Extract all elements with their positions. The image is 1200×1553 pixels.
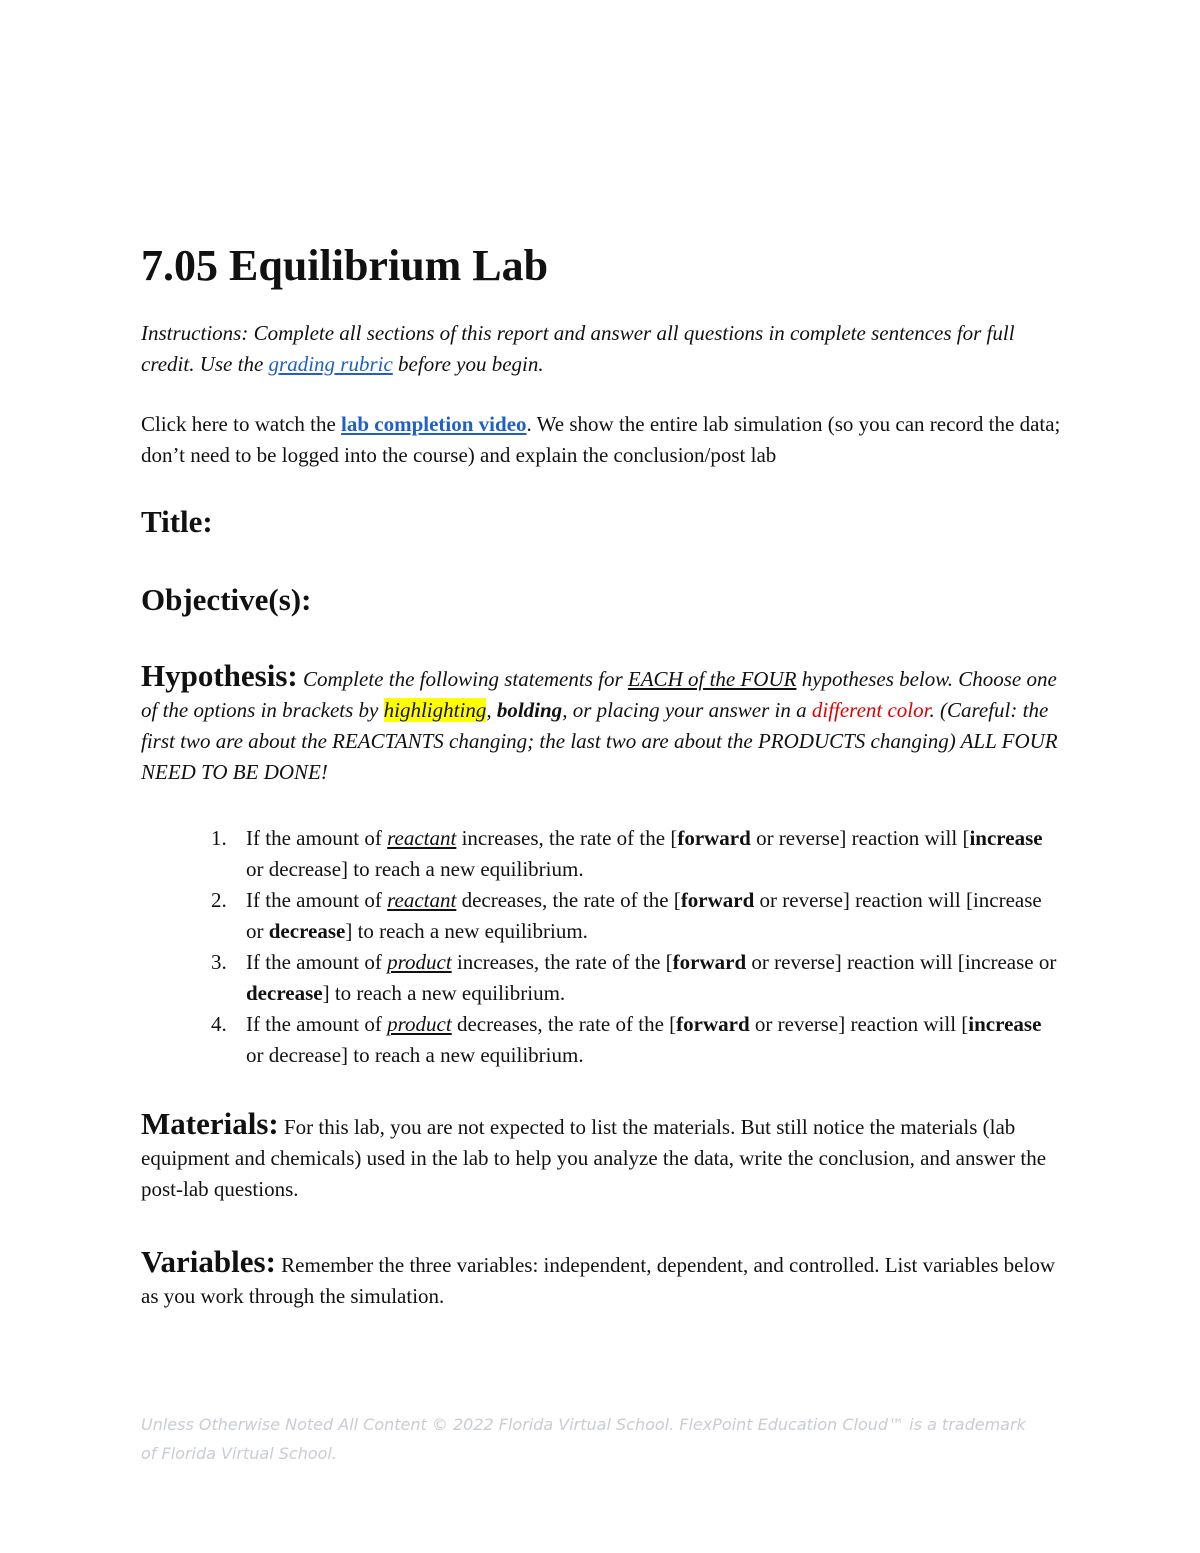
materials-paragraph — [141, 1108, 1061, 1205]
lab-completion-video-link[interactable]: lab completion video — [341, 412, 527, 436]
list-item — [141, 1009, 1061, 1071]
hypothesis-heading: Hypothesis: — [141, 658, 298, 693]
list-item — [141, 823, 1061, 885]
item-text: If the amount of — [246, 950, 388, 974]
item-text: ] to reach a new equilibrium. — [341, 1043, 584, 1067]
item-number: 1. — [211, 826, 227, 850]
item-number: 4. — [211, 1012, 227, 1036]
hyp-text-1: Complete the following statements for — [297, 667, 628, 691]
hypothesis-paragraph — [141, 660, 1061, 788]
video-text-end: . We show the entire lab simulation (so you can record the data; don’t need to be logged into the course) and explain the conclusion/post lab — [141, 412, 1061, 467]
item-text: decreases, the rate of the [ — [451, 1012, 677, 1036]
instructions-paragraph — [141, 318, 1061, 380]
hyp-highlighting: highlighting — [383, 698, 487, 722]
item-bold-choice: forward — [680, 888, 755, 912]
item-text: ] to reach a new equilibrium. — [322, 981, 566, 1005]
video-text: Click here to watch the — [141, 412, 342, 436]
hyp-text-9: . (Careful: the first two are about the REACTANTS changing; the last two are about the PRODUCTS changing) ALL FOUR NEED TO BE DONE! — [141, 698, 1058, 784]
item-bold-choice: increase — [968, 1012, 1042, 1036]
item-text: or reverse] reaction will [ — [746, 950, 965, 974]
hyp-bolding: bolding — [496, 698, 563, 722]
variables-heading: Variables: — [141, 1244, 276, 1279]
item-text: decreases, the rate of the [ — [456, 888, 681, 912]
item-text: or reverse] reaction will [ — [754, 888, 973, 912]
item-text: increase or — [246, 888, 1042, 943]
item-subject: product — [387, 1012, 452, 1036]
item-text: or decrease — [246, 857, 342, 881]
objective-heading: Objective(s): — [141, 582, 312, 617]
item-text: increase or — [964, 950, 1057, 974]
item-bold-choice: decrease — [246, 981, 323, 1005]
item-bold-choice: forward — [676, 1012, 750, 1036]
item-bold-choice: decrease — [268, 919, 346, 943]
item-subject: reactant — [387, 888, 457, 912]
variables-text: Remember the three variables: independent, dependent, and controlled. List variables below as you work through the simulation. — [141, 1253, 1055, 1308]
item-text: or decrease — [246, 1043, 342, 1067]
item-text: If the amount of — [246, 826, 388, 850]
hyp-text-each-four: EACH of the FOUR — [627, 667, 797, 691]
instructions-text-end: before you begin. — [392, 352, 544, 376]
hyp-text-5: , — [486, 698, 497, 722]
item-bold-choice: forward — [672, 950, 747, 974]
item-text: ] to reach a new equilibrium. — [345, 919, 588, 943]
item-text: increases, the rate of the [ — [451, 950, 673, 974]
item-text: increases, the rate of the [ — [456, 826, 678, 850]
item-text: If the amount of — [246, 888, 388, 912]
list-item — [141, 885, 1061, 947]
hyp-different-color: different color — [811, 698, 930, 722]
title-heading: Title: — [141, 504, 213, 539]
hypothesis-list — [141, 823, 1061, 1071]
item-number: 2. — [211, 888, 227, 912]
hyp-text-7: , or placing your answer in a — [562, 698, 812, 722]
materials-text: For this lab, you are not expected to list the materials. But still notice the materials (lab equipment and chemicals) used in the lab to help you analyze the data, write the conclusion, and answer the post-lab questions. — [141, 1115, 1047, 1201]
item-bold-choice: forward — [677, 826, 751, 850]
item-subject: product — [387, 950, 452, 974]
video-paragraph — [141, 409, 1061, 471]
hyp-text-3: hypotheses below. Choose one of the options in brackets by — [141, 667, 1057, 722]
item-text: or reverse] reaction will [ — [749, 1012, 969, 1036]
item-bold-choice: increase — [969, 826, 1043, 850]
materials-heading: Materials: — [141, 1106, 279, 1141]
item-text: If the amount of — [246, 1012, 388, 1036]
copyright-footer: Unless Otherwise Noted All Content © 2022 Florida Virtual School. FlexPoint Education Cloud™ is a trademark of Florida Virtual School. — [141, 1415, 1026, 1463]
item-number: 3. — [211, 950, 227, 974]
item-subject: reactant — [387, 826, 457, 850]
grading-rubric-link[interactable]: grading rubric — [268, 352, 393, 376]
item-text: ] to reach a new equilibrium. — [341, 857, 584, 881]
instructions-text: Instructions: Complete all sections of this report and answer all questions in complete sentences for full credit. Use the — [141, 321, 1015, 376]
list-item — [141, 947, 1061, 1009]
item-text: or reverse] reaction will [ — [750, 826, 970, 850]
page-title: 7.05 Equilibrium Lab — [141, 241, 549, 290]
variables-paragraph — [141, 1246, 1061, 1312]
